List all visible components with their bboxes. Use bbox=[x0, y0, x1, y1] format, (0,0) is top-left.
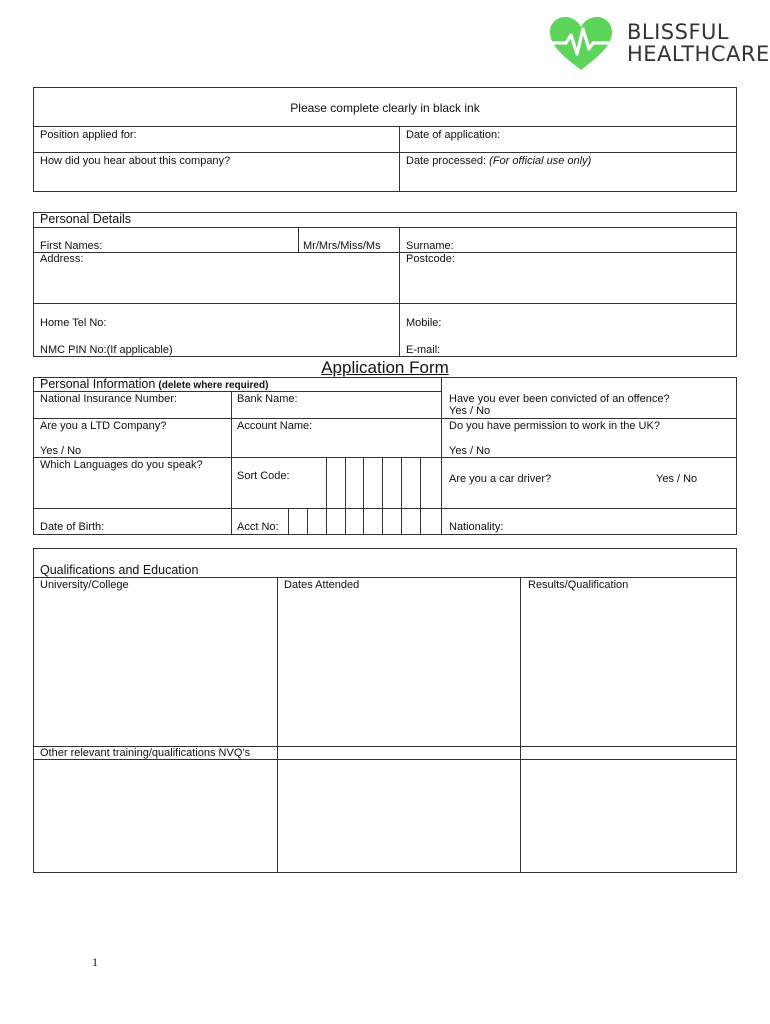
hear-about-company-field[interactable]: How did you hear about this company? bbox=[40, 155, 231, 167]
official-use-note: (For official use only) bbox=[489, 155, 592, 167]
qualifications-heading: Qualifications and Education bbox=[40, 563, 199, 577]
languages-field[interactable]: Which Languages do you speak? bbox=[40, 459, 203, 471]
personal-details-section bbox=[33, 212, 737, 357]
personal-information-title: Personal Information bbox=[40, 377, 156, 391]
nmc-pin-field[interactable]: NMC PIN No:(If applicable) bbox=[40, 344, 173, 356]
date-processed-label: Date processed: bbox=[406, 155, 487, 167]
training-results-cell[interactable] bbox=[521, 760, 736, 872]
work-permission-options[interactable]: Yes / No bbox=[449, 445, 491, 457]
work-permission-question: Do you have permission to work in the UK? bbox=[449, 420, 660, 432]
bank-name-field[interactable]: Bank Name: bbox=[237, 393, 298, 405]
other-training-label: Other relevant training/qualifications NVQ’s bbox=[40, 747, 251, 759]
sort-code-field[interactable]: Sort Code: bbox=[237, 470, 290, 482]
brand-name-line2: HEALTHCARE bbox=[627, 42, 770, 66]
heart-pulse-icon bbox=[548, 16, 614, 72]
date-processed-field bbox=[406, 155, 591, 167]
results-entry-cell[interactable] bbox=[521, 592, 736, 744]
company-logo bbox=[548, 16, 770, 72]
date-of-application-field[interactable]: Date of application: bbox=[406, 129, 501, 141]
car-driver-question: Are you a car driver? bbox=[449, 473, 552, 485]
car-driver-options[interactable]: Yes / No bbox=[656, 473, 698, 485]
personal-details-heading: Personal Details bbox=[40, 212, 132, 226]
mobile-field[interactable]: Mobile: bbox=[406, 317, 442, 329]
ltd-company-options[interactable]: Yes / No bbox=[40, 445, 82, 457]
training-dates-cell[interactable] bbox=[278, 760, 519, 872]
account-number-field[interactable]: Acct No: bbox=[237, 521, 279, 533]
account-name-field[interactable]: Account Name: bbox=[237, 420, 313, 432]
address-field[interactable]: Address: bbox=[40, 253, 84, 265]
first-names-field[interactable]: First Names: bbox=[40, 240, 103, 252]
postcode-field[interactable]: Postcode: bbox=[406, 253, 455, 265]
position-applied-field[interactable]: Position applied for: bbox=[40, 129, 137, 141]
convicted-options[interactable]: Yes / No bbox=[449, 405, 491, 417]
surname-field[interactable]: Surname: bbox=[406, 240, 454, 252]
national-insurance-field[interactable]: National Insurance Number: bbox=[40, 393, 177, 405]
date-of-birth-field[interactable]: Date of Birth: bbox=[40, 521, 105, 533]
column-header-results: Results/Qualification bbox=[528, 579, 629, 591]
dates-entry-cell[interactable] bbox=[278, 592, 519, 744]
convicted-question: Have you ever been convicted of an offence? bbox=[449, 393, 670, 405]
instruction-text: Please complete clearly in black ink bbox=[290, 101, 480, 115]
ltd-company-question: Are you a LTD Company? bbox=[40, 420, 167, 432]
personal-information-heading bbox=[40, 378, 268, 392]
university-entry-cell[interactable] bbox=[34, 592, 276, 744]
page-number: 1 bbox=[92, 955, 98, 969]
nationality-field[interactable]: Nationality: bbox=[449, 521, 504, 533]
column-header-university: University/College bbox=[40, 579, 129, 591]
email-field[interactable]: E-mail: bbox=[406, 344, 441, 356]
home-tel-field[interactable]: Home Tel No: bbox=[40, 317, 107, 329]
form-title: Application Form bbox=[321, 358, 449, 377]
column-header-dates: Dates Attended bbox=[284, 579, 360, 591]
delete-note: (delete where required) bbox=[158, 380, 269, 391]
brand-name-line1: BLISSFUL bbox=[627, 20, 730, 44]
title-options-field[interactable]: Mr/Mrs/Miss/Ms bbox=[303, 240, 381, 252]
training-entry-cell[interactable] bbox=[34, 760, 276, 872]
